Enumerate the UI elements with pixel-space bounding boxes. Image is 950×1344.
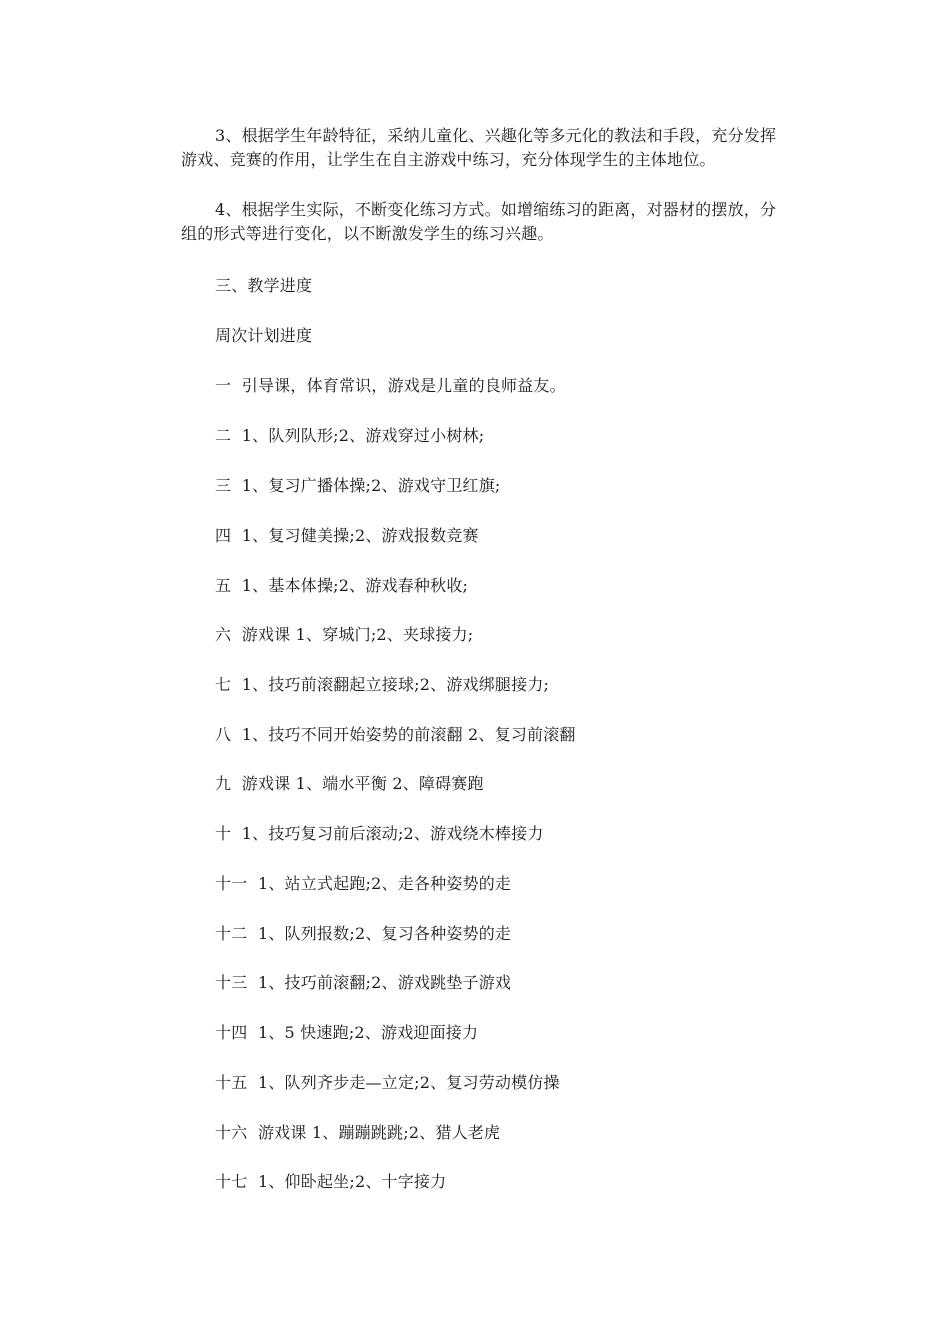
week-row: 十 1、技巧复习前后滚动;2、游戏绕木棒接力 bbox=[215, 824, 544, 843]
section-heading: 三、教学进度 bbox=[215, 276, 313, 295]
week-row: 十五 1、队列齐步走—立定;2、复习劳动模仿操 bbox=[215, 1073, 560, 1092]
week-row: 十六 游戏课 1、蹦蹦跳跳;2、猎人老虎 bbox=[215, 1123, 501, 1142]
paragraph-method-3: 3、根据学生年龄特征，采纳儿童化、兴趣化等多元化的教法和手段，充分发挥游戏、竞赛的作用，让学生在自主游戏中练习，充分体现学生的主体地位。 bbox=[181, 126, 777, 169]
week-row: 五 1、基本体操;2、游戏春种秋收; bbox=[215, 576, 469, 595]
week-row: 十三 1、技巧前滚翻;2、游戏跳垫子游戏 bbox=[215, 973, 512, 992]
week-row: 二 1、队列队形;2、游戏穿过小树林; bbox=[215, 426, 485, 445]
week-row: 十二 1、队列报数;2、复习各种姿势的走 bbox=[215, 924, 512, 943]
paragraph-method-4: 4、根据学生实际，不断变化练习方式。如增缩练习的距离，对器材的摆放，分组的形式等进行变化，以不断激发学生的练习兴趣。 bbox=[181, 200, 777, 243]
schedule-header: 周次计划进度 bbox=[215, 326, 313, 345]
week-row: 七 1、技巧前滚翻起立接球;2、游戏绑腿接力; bbox=[215, 675, 550, 694]
week-row: 十一 1、站立式起跑;2、走各种姿势的走 bbox=[215, 874, 512, 893]
week-row: 十七 1、仰卧起坐;2、十字接力 bbox=[215, 1172, 447, 1191]
week-row: 十四 1、5 快速跑;2、游戏迎面接力 bbox=[215, 1023, 479, 1042]
week-row: 九 游戏课 1、端水平衡 2、障碍赛跑 bbox=[215, 774, 484, 793]
week-row: 一 引导课，体育常识，游戏是儿童的良师益友。 bbox=[215, 376, 566, 395]
week-row: 三 1、复习广播体操;2、游戏守卫红旗; bbox=[215, 476, 501, 495]
week-row: 六 游戏课 1、穿城门;2、夹球接力; bbox=[215, 625, 474, 644]
week-row: 四 1、复习健美操;2、游戏报数竞赛 bbox=[215, 526, 479, 545]
week-row: 八 1、技巧不同开始姿势的前滚翻 2、复习前滚翻 bbox=[215, 725, 576, 744]
